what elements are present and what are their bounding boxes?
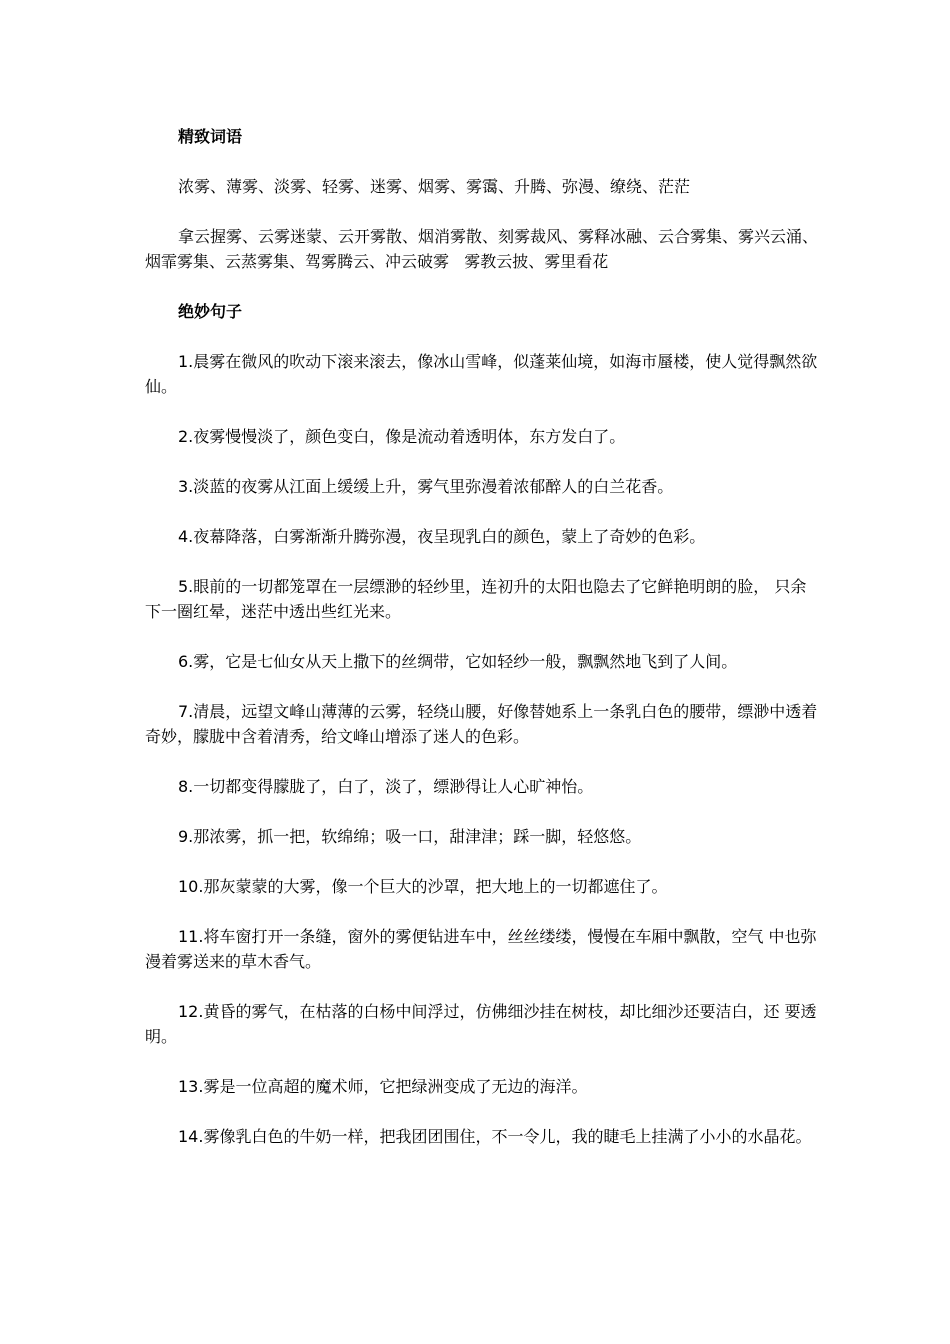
- sentence-9: 9.那浓雾，抓一把，软绵绵；吸一口，甜津津；踩一脚，轻悠悠。: [178, 827, 642, 846]
- sentence-3: 3.淡蓝的夜雾从江面上缓缓上升，雾气里弥漫着浓郁醉人的白兰花香。: [178, 477, 674, 496]
- document-page: [145, 124, 824, 1149]
- sentence-8: 8.一切都变得朦胧了，白了，淡了，缥渺得让人心旷神怡。: [178, 777, 594, 796]
- sentence-6: 6.雾，它是七仙女从天上撒下的丝绸带，它如轻纱一般，飘飘然地飞到了人间。: [178, 652, 738, 671]
- section-heading-sentences: 绝妙句子: [178, 302, 243, 321]
- sentence-5: 5.眼前的一切都笼罩在一层缥渺的轻纱里，连初升的太阳也隐去了它鲜艳明朗的脸， 只余下一圈红晕，迷茫中透出些红光来。: [145, 577, 807, 621]
- sentence-7: 7.清晨，远望文峰山薄薄的云雾，轻绕山腰，好像替她系上一条乳白色的腰带，缥渺中透着奇妙，朦胧中含着清秀，给文峰山增添了迷人的色彩。: [145, 702, 818, 746]
- sentence-12: 12.黄昏的雾气，在枯落的白杨中间浮过，仿佛细沙挂在树枝，却比细沙还要洁白，还 要透明。: [145, 1002, 817, 1046]
- idioms-list: 拿云握雾、云雾迷蒙、云开雾散、烟消雾散、刻雾裁风、雾释冰融、云合雾集、雾兴云涌、 烟霏雾集、云蒸雾集、驾雾腾云、冲云破雾 雾教云披、雾里看花: [145, 227, 824, 271]
- sentence-14: 14.雾像乳白色的牛奶一样，把我团团围住，不一令儿，我的睫毛上挂满了小小的水晶花。: [178, 1127, 812, 1146]
- sentence-13: 13.雾是一位高超的魔术师，它把绿洲变成了无边的海洋。: [178, 1077, 588, 1096]
- sentence-1: 1.晨雾在微风的吹动下滚来滚去，像冰山雪峰，似蓬莱仙境，如海市蜃楼，使人觉得飘然欲仙。: [145, 352, 818, 396]
- sentence-11: 11.将车窗打开一条缝，窗外的雾便钻进车中，丝丝缕缕，慢慢在车厢中飘散，空气 中也弥漫着雾送来的草木香气。: [145, 927, 817, 971]
- sentence-2: 2.夜雾慢慢淡了，颜色变白，像是流动着透明体，东方发白了。: [178, 427, 626, 446]
- sentence-10: 10.那灰蒙蒙的大雾，像一个巨大的沙罩，把大地上的一切都遮住了。: [178, 877, 668, 896]
- sentence-4: 4.夜幕降落，白雾渐渐升腾弥漫，夜呈现乳白的颜色，蒙上了奇妙的色彩。: [178, 527, 706, 546]
- words-list: 浓雾、薄雾、淡雾、轻雾、迷雾、烟雾、雾霭、升腾、弥漫、缭绕、茫茫: [178, 177, 691, 196]
- section-heading-words: 精致词语: [178, 127, 243, 146]
